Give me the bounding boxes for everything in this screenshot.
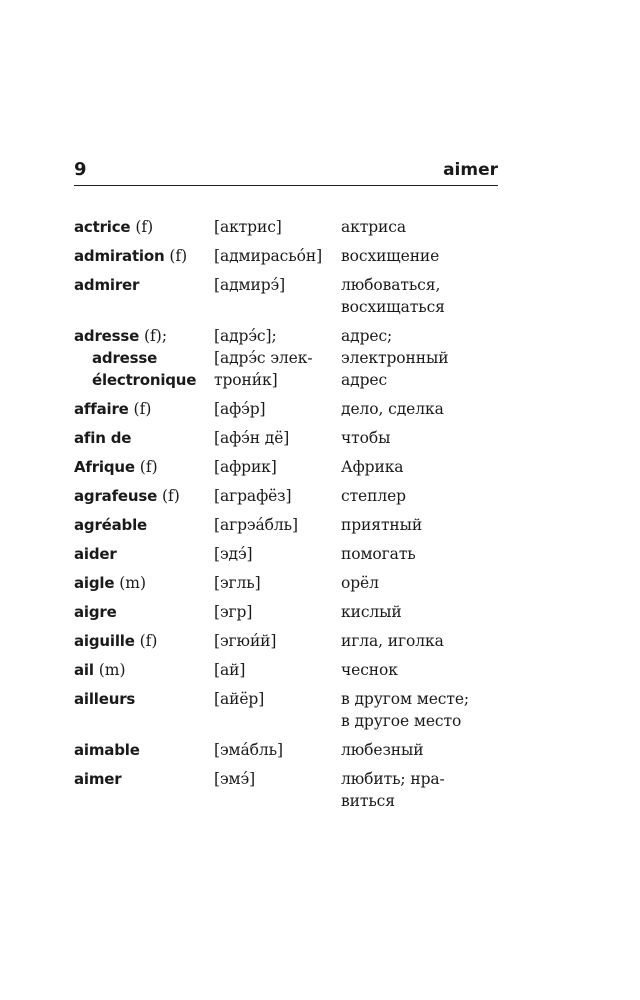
entry-translation (341, 398, 511, 420)
running-head: aimer (443, 160, 498, 180)
translation-line: в другое место (341, 712, 462, 730)
entry-pronunciation (214, 601, 340, 623)
entry-pronunciation (214, 456, 340, 478)
entry-translation (341, 456, 511, 478)
entry-word-column (74, 485, 212, 507)
pronunciation-line: [эмэ́] (214, 770, 256, 788)
pronunciation-line: [ай] (214, 661, 246, 679)
pronunciation-line: [адмирэ́] (214, 276, 286, 294)
pronunciation-line: [африк] (214, 458, 277, 476)
headword: agréable (74, 516, 148, 534)
pronunciation-line: [агрэа́бль] (214, 516, 298, 534)
gender-marker: (f); (139, 327, 168, 345)
pronunciation-line: [актрис] (214, 218, 282, 236)
sub-headword: adresse (92, 349, 158, 367)
headword: aimable (74, 741, 140, 759)
entry-translation (341, 216, 511, 238)
translation-line: кислый (341, 603, 402, 621)
dictionary-entry (74, 688, 514, 732)
entry-pronunciation (214, 659, 340, 681)
headword: aiguille (74, 632, 135, 650)
entry-pronunciation (214, 572, 340, 594)
entry-translation (341, 543, 511, 565)
sub-headword: électronique (92, 371, 197, 389)
dictionary-entry (74, 572, 514, 594)
entry-pronunciation (214, 514, 340, 536)
entry-translation (341, 572, 511, 594)
entry-translation (341, 245, 511, 267)
headword: admirer (74, 276, 140, 294)
translation-line: актриса (341, 218, 406, 236)
headword: ail (74, 661, 94, 679)
entry-word-column (74, 572, 212, 594)
pronunciation-line: [аграфёз] (214, 487, 292, 505)
entry-translation (341, 659, 511, 681)
headword: aigre (74, 603, 117, 621)
headword: Afrique (74, 458, 135, 476)
entry-translation (341, 630, 511, 652)
entry-word-column (74, 768, 212, 790)
entry-translation (341, 274, 511, 318)
dictionary-entry (74, 739, 514, 761)
translation-line: Африка (341, 458, 404, 476)
entry-word-column (74, 325, 212, 391)
entry-pronunciation (214, 398, 340, 420)
dictionary-entry (74, 398, 514, 420)
pronunciation-line: [адрэ́с элек- (214, 349, 313, 367)
entry-translation (341, 325, 511, 391)
dictionary-entry (74, 427, 514, 449)
entry-word-column (74, 274, 212, 296)
entry-word-column (74, 427, 212, 449)
dictionary-entry (74, 659, 514, 681)
entry-word-column (74, 456, 212, 478)
pronunciation-line: [эдэ́] (214, 545, 253, 563)
entry-word-column (74, 245, 212, 267)
translation-line: дело, сделка (341, 400, 444, 418)
gender-marker: (f) (134, 458, 158, 476)
dictionary-entry (74, 543, 514, 565)
headword: agrafeuse (74, 487, 158, 505)
pronunciation-line: [афэ́р] (214, 400, 266, 418)
entry-translation (341, 768, 511, 812)
entry-word-column (74, 216, 212, 238)
entry-word-column (74, 739, 212, 761)
gender-marker: (m) (93, 661, 126, 679)
translation-line: электронный (341, 349, 449, 367)
entry-pronunciation (214, 216, 340, 238)
entry-word-column (74, 688, 212, 710)
dictionary-entry (74, 768, 514, 812)
translation-line: любоваться, (341, 276, 441, 294)
headword: aigle (74, 574, 115, 592)
gender-marker: (f) (164, 247, 188, 265)
gender-marker: (f) (128, 400, 152, 418)
entry-pronunciation (214, 768, 340, 790)
entry-word-column (74, 398, 212, 420)
entry-translation (341, 514, 511, 536)
translation-line: адрес (341, 371, 388, 389)
headword: ailleurs (74, 690, 136, 708)
pronunciation-line: [айёр] (214, 690, 265, 708)
headword: aimer (74, 770, 122, 788)
entry-word-column (74, 630, 212, 652)
headword: afin de (74, 429, 132, 447)
dictionary-entry (74, 245, 514, 267)
entry-word-column (74, 543, 212, 565)
dictionary-entry (74, 514, 514, 536)
pronunciation-line: [эгль] (214, 574, 261, 592)
dictionary-entry (74, 601, 514, 623)
gender-marker: (f) (157, 487, 180, 505)
translation-line: помогать (341, 545, 416, 563)
entry-pronunciation (214, 485, 340, 507)
headword: affaire (74, 400, 129, 418)
gender-marker: (f) (134, 632, 158, 650)
entry-pronunciation (214, 427, 340, 449)
dictionary-entry (74, 485, 514, 507)
entry-word-column (74, 601, 212, 623)
dictionary-entries (74, 216, 514, 819)
headword: admiration (74, 247, 165, 265)
pronunciation-line: трони́к] (214, 371, 278, 389)
pronunciation-line: [адмирасьо́н] (214, 247, 323, 265)
entry-translation (341, 485, 511, 507)
gender-marker: (f) (130, 218, 154, 236)
translation-line: любить; нра- (341, 770, 445, 788)
translation-line: восхищение (341, 247, 440, 265)
translation-line: приятный (341, 516, 423, 534)
entry-word-column (74, 659, 212, 681)
pronunciation-line: [афэ́н дё] (214, 429, 290, 447)
translation-line: адрес; (341, 327, 393, 345)
entry-pronunciation (214, 325, 340, 391)
dictionary-entry (74, 274, 514, 318)
entry-pronunciation (214, 274, 340, 296)
translation-line: орёл (341, 574, 379, 592)
translation-line: чеснок (341, 661, 398, 679)
translation-line: степлер (341, 487, 407, 505)
headword: adresse (74, 327, 140, 345)
page-header (74, 159, 498, 186)
dictionary-entry (74, 216, 514, 238)
translation-line: любезный (341, 741, 424, 759)
pronunciation-line: [эгюи́й] (214, 632, 277, 650)
entry-pronunciation (214, 245, 340, 267)
pronunciation-line: [эма́бль] (214, 741, 283, 759)
entry-pronunciation (214, 543, 340, 565)
entry-pronunciation (214, 739, 340, 761)
pronunciation-line: [эгр] (214, 603, 253, 621)
dictionary-entry (74, 456, 514, 478)
page-number: 9 (74, 159, 87, 180)
entry-translation (341, 688, 511, 732)
headword: actrice (74, 218, 131, 236)
pronunciation-line: [адрэ́с]; (214, 327, 277, 345)
translation-line: чтобы (341, 429, 391, 447)
dictionary-entry (74, 630, 514, 652)
entry-translation (341, 601, 511, 623)
gender-marker: (m) (114, 574, 147, 592)
entry-pronunciation (214, 688, 340, 710)
entry-word-column (74, 514, 212, 536)
dictionary-entry (74, 325, 514, 391)
translation-line: игла, иголка (341, 632, 444, 650)
translation-line: восхищаться (341, 298, 445, 316)
translation-line: в другом месте; (341, 690, 470, 708)
entry-pronunciation (214, 630, 340, 652)
translation-line: виться (341, 792, 395, 810)
headword: aider (74, 545, 117, 563)
entry-translation (341, 739, 511, 761)
entry-translation (341, 427, 511, 449)
